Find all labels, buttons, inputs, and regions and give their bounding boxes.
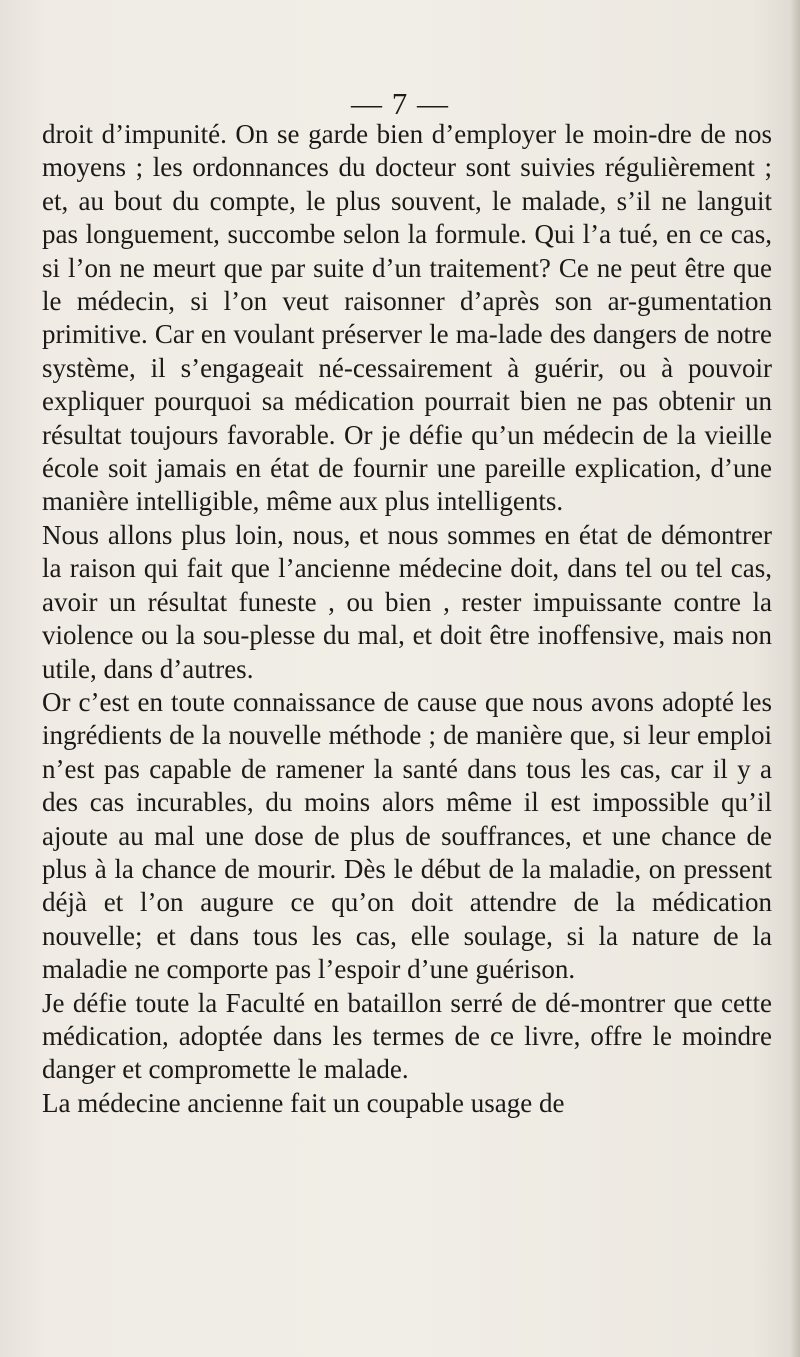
body-text	[42, 118, 772, 1120]
paragraph-5: La médecine ancienne fait un coupable usage de	[42, 1087, 565, 1118]
page-edge-shadow	[790, 0, 800, 1357]
paragraph-3: Or c’est en toute connaissance de cause que nous avons adopté les ingrédients de la nouvelle méthode ; de manière que, si leur emploi n’est pas capable de ramener la santé dans tous les cas, car il y a des cas incurables, du moins alors même il est impossible qu’il ajoute au mal une dose de plus de souffrances, et une chance de plus à la chance de mourir. Dès le début de la maladie, on pressent déjà et l’on augure ce qu’on doit attendre de la médication nouvelle; et dans tous les cas, elle soulage, si la nature de la maladie ne comporte pas l’espoir d’une guérison.	[42, 686, 772, 985]
paragraph-1: droit d’impunité. On se garde bien d’employer le moin-dre de nos moyens ; les ordonnances du docteur sont suivies régulièrement ; et, au bout du compte, le plus souvent, le malade, s’il ne languit pas longuement, succombe selon la formule. Qui l’a tué, en ce cas, si l’on ne meurt que par suite d’un traitement? Ce ne peut être que le médecin, si l’on veut raisonner d’après son ar-gumentation primitive. Car en voulant préserver le ma-lade des dangers de notre système, il s’engageait né-cessairement à guérir, ou à pouvoir expliquer pourquoi sa médication pourrait bien ne pas obtenir un résultat toujours favorable. Or je défie qu’un médecin de la vieille école soit jamais en état de fournir une pareille explication, d’une manière intelligible, même aux plus intelligents.	[42, 119, 772, 517]
paragraph-2: Nous allons plus loin, nous, et nous sommes en état de démontrer la raison qui fait que l’ancienne médecine doit, dans tel ou tel cas, avoir un résultat funeste , ou bien , rester impuissante contre la violence ou la sou-plesse du mal, et doit être inoffensive, mais non utile, dans d’autres.	[42, 519, 772, 684]
paragraph-4: Je défie toute la Faculté en bataillon serré de dé-montrer que cette médication, adoptée dans les termes de ce livre, offre le moindre danger et compromette le malade.	[42, 987, 772, 1085]
page-number: — 7 —	[351, 86, 449, 121]
